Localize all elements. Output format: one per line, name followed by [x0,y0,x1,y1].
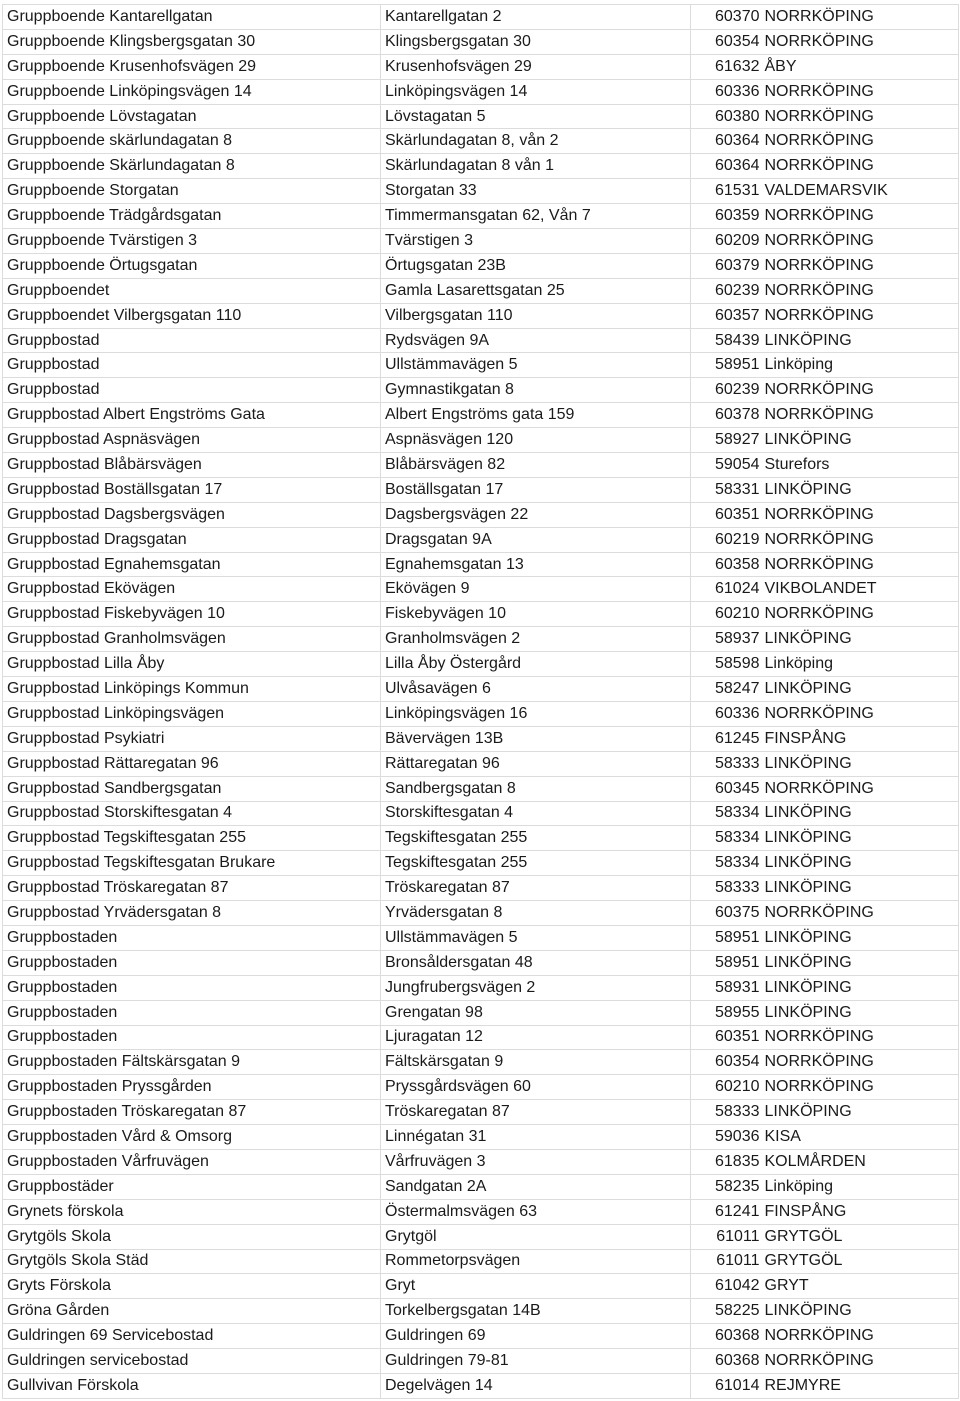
facility-name-cell: Gruppbostaden [3,1025,381,1050]
table-row [3,1249,959,1274]
postal-code-cell: 61042 [691,1274,763,1299]
postal-code-cell: 60370 [691,5,763,30]
address-table-body [3,5,959,1399]
table-row [3,1373,959,1398]
street-address-cell: Ulvåsavägen 6 [381,677,691,702]
street-address-cell: Jungfrubergsvägen 2 [381,975,691,1000]
facility-name-cell: Gruppboende Klingsbergsgatan 30 [3,29,381,54]
city-cell: GRYT [763,1274,959,1299]
street-address-cell: Gymnastikgatan 8 [381,378,691,403]
postal-code-cell: 60375 [691,901,763,926]
city-cell: FINSPÅNG [763,1199,959,1224]
city-cell: LINKÖPING [763,826,959,851]
postal-code-cell: 60239 [691,278,763,303]
street-address-cell: Gryt [381,1274,691,1299]
postal-code-cell: 60378 [691,403,763,428]
table-row [3,1299,959,1324]
city-cell: NORRKÖPING [763,204,959,229]
table-row [3,278,959,303]
address-listing [2,4,958,1399]
city-cell: KOLMÅRDEN [763,1149,959,1174]
table-row [3,1025,959,1050]
facility-name-cell: Gruppbostad Aspnäsvägen [3,428,381,453]
postal-code-cell: 58951 [691,353,763,378]
table-row [3,1224,959,1249]
street-address-cell: Linköpingsvägen 16 [381,701,691,726]
postal-code-cell: 61024 [691,577,763,602]
table-row [3,552,959,577]
table-row [3,1050,959,1075]
city-cell: Linköping [763,353,959,378]
city-cell: LINKÖPING [763,950,959,975]
facility-name-cell: Gruppboende Skärlundagatan 8 [3,154,381,179]
facility-name-cell: Gruppbostäder [3,1174,381,1199]
street-address-cell: Lövstagatan 5 [381,104,691,129]
table-row [3,751,959,776]
table-row [3,403,959,428]
city-cell: NORRKÖPING [763,1349,959,1374]
postal-code-cell: 58333 [691,1100,763,1125]
facility-name-cell: Gruppboende Örtugsgatan [3,253,381,278]
postal-code-cell: 60345 [691,776,763,801]
street-address-cell: Bävervägen 13B [381,726,691,751]
facility-name-cell: Gruppbostad Ekövägen [3,577,381,602]
city-cell: LINKÖPING [763,428,959,453]
street-address-cell: Fiskebyvägen 10 [381,602,691,627]
facility-name-cell: Gruppboende Storgatan [3,179,381,204]
facility-name-cell: Gruppbostad Sandbergsgatan [3,776,381,801]
facility-name-cell: Gröna Gården [3,1299,381,1324]
facility-name-cell: Gruppbostaden [3,925,381,950]
postal-code-cell: 60351 [691,1025,763,1050]
city-cell: LINKÖPING [763,677,959,702]
facility-name-cell: Gruppboendet [3,278,381,303]
facility-name-cell: Guldringen 69 Servicebostad [3,1324,381,1349]
facility-name-cell: Grytgöls Skola [3,1224,381,1249]
street-address-cell: Ullstämmavägen 5 [381,925,691,950]
table-row [3,229,959,254]
postal-code-cell: 58937 [691,627,763,652]
table-row [3,129,959,154]
postal-code-cell: 58334 [691,801,763,826]
facility-name-cell: Gruppbostaden [3,975,381,1000]
facility-name-cell: Gruppbostad Dragsgatan [3,527,381,552]
table-row [3,577,959,602]
postal-code-cell: 59036 [691,1125,763,1150]
postal-code-cell: 60354 [691,1050,763,1075]
street-address-cell: Storskiftesgatan 4 [381,801,691,826]
facility-name-cell: Gruppbostad Dagsbergsvägen [3,502,381,527]
facility-name-cell: Gruppbostad [3,353,381,378]
city-cell: NORRKÖPING [763,5,959,30]
city-cell: KISA [763,1125,959,1150]
postal-code-cell: 60380 [691,104,763,129]
postal-code-cell: 58333 [691,751,763,776]
city-cell: NORRKÖPING [763,1025,959,1050]
postal-code-cell: 60336 [691,701,763,726]
facility-name-cell: Gruppbostad Granholmsvägen [3,627,381,652]
table-row [3,253,959,278]
street-address-cell: Aspnäsvägen 120 [381,428,691,453]
city-cell: NORRKÖPING [763,552,959,577]
table-row [3,602,959,627]
address-table [2,4,959,1399]
table-row [3,428,959,453]
street-address-cell: Gamla Lasarettsgatan 25 [381,278,691,303]
table-row [3,1000,959,1025]
city-cell: REJMYRE [763,1373,959,1398]
postal-code-cell: 58955 [691,1000,763,1025]
city-cell: NORRKÖPING [763,378,959,403]
city-cell: NORRKÖPING [763,79,959,104]
postal-code-cell: 61241 [691,1199,763,1224]
facility-name-cell: Gryts Förskola [3,1274,381,1299]
postal-code-cell: 59054 [691,453,763,478]
street-address-cell: Guldringen 69 [381,1324,691,1349]
street-address-cell: Guldringen 79-81 [381,1349,691,1374]
table-row [3,726,959,751]
postal-code-cell: 60354 [691,29,763,54]
street-address-cell: Kantarellgatan 2 [381,5,691,30]
city-cell: NORRKÖPING [763,403,959,428]
facility-name-cell: Gruppbostaden Fältskärsgatan 9 [3,1050,381,1075]
street-address-cell: Boställsgatan 17 [381,477,691,502]
table-row [3,975,959,1000]
postal-code-cell: 60368 [691,1324,763,1349]
city-cell: LINKÖPING [763,328,959,353]
city-cell: Sturefors [763,453,959,478]
street-address-cell: Grytgöl [381,1224,691,1249]
table-row [3,1349,959,1374]
street-address-cell: Ljuragatan 12 [381,1025,691,1050]
facility-name-cell: Gruppbostad Rättaregatan 96 [3,751,381,776]
facility-name-cell: Gruppbostad Albert Engströms Gata [3,403,381,428]
postal-code-cell: 61014 [691,1373,763,1398]
street-address-cell: Klingsbergsgatan 30 [381,29,691,54]
street-address-cell: Skärlundagatan 8 vån 1 [381,154,691,179]
facility-name-cell: Gruppbostad Blåbärsvägen [3,453,381,478]
postal-code-cell: 60351 [691,502,763,527]
street-address-cell: Granholmsvägen 2 [381,627,691,652]
facility-name-cell: Grytgöls Skola Städ [3,1249,381,1274]
table-row [3,826,959,851]
table-row [3,54,959,79]
street-address-cell: Vilbergsgatan 110 [381,303,691,328]
postal-code-cell: 58334 [691,851,763,876]
postal-code-cell: 60219 [691,527,763,552]
table-row [3,477,959,502]
city-cell: LINKÖPING [763,1000,959,1025]
table-row [3,104,959,129]
table-row [3,453,959,478]
postal-code-cell: 58951 [691,950,763,975]
city-cell: GRYTGÖL [763,1224,959,1249]
facility-name-cell: Gruppbostaden [3,950,381,975]
table-row [3,353,959,378]
street-address-cell: Sandgatan 2A [381,1174,691,1199]
street-address-cell: Lilla Åby Östergård [381,652,691,677]
postal-code-cell: 61245 [691,726,763,751]
street-address-cell: Rydsvägen 9A [381,328,691,353]
facility-name-cell: Grynets förskola [3,1199,381,1224]
postal-code-cell: 60336 [691,79,763,104]
postal-code-cell: 60379 [691,253,763,278]
postal-code-cell: 61531 [691,179,763,204]
postal-code-cell: 60357 [691,303,763,328]
facility-name-cell: Gruppbostad Tegskiftesgatan 255 [3,826,381,851]
postal-code-cell: 58439 [691,328,763,353]
table-row [3,1274,959,1299]
street-address-cell: Grengatan 98 [381,1000,691,1025]
street-address-cell: Yrvädersgatan 8 [381,901,691,926]
postal-code-cell: 60364 [691,154,763,179]
facility-name-cell: Gruppboende Krusenhofsvägen 29 [3,54,381,79]
street-address-cell: Ullstämmavägen 5 [381,353,691,378]
postal-code-cell: 61632 [691,54,763,79]
table-row [3,950,959,975]
table-row [3,876,959,901]
postal-code-cell: 61011 [691,1224,763,1249]
postal-code-cell: 60209 [691,229,763,254]
city-cell: NORRKÖPING [763,1324,959,1349]
postal-code-cell: 58931 [691,975,763,1000]
postal-code-cell: 58331 [691,477,763,502]
facility-name-cell: Gruppboendet Vilbergsgatan 110 [3,303,381,328]
facility-name-cell: Gruppbostad [3,378,381,403]
postal-code-cell: 58333 [691,876,763,901]
city-cell: NORRKÖPING [763,253,959,278]
table-row [3,1100,959,1125]
city-cell: LINKÖPING [763,1100,959,1125]
facility-name-cell: Guldringen servicebostad [3,1349,381,1374]
facility-name-cell: Gruppbostad Tegskiftesgatan Brukare [3,851,381,876]
street-address-cell: Egnahemsgatan 13 [381,552,691,577]
facility-name-cell: Gruppbostaden Tröskaregatan 87 [3,1100,381,1125]
street-address-cell: Bronsåldersgatan 48 [381,950,691,975]
table-row [3,1324,959,1349]
city-cell: LINKÖPING [763,851,959,876]
street-address-cell: Rommetorpsvägen [381,1249,691,1274]
postal-code-cell: 58235 [691,1174,763,1199]
table-row [3,851,959,876]
city-cell: NORRKÖPING [763,502,959,527]
facility-name-cell: Gruppbostad Tröskaregatan 87 [3,876,381,901]
table-row [3,901,959,926]
street-address-cell: Tegskiftesgatan 255 [381,826,691,851]
postal-code-cell: 60239 [691,378,763,403]
street-address-cell: Blåbärsvägen 82 [381,453,691,478]
table-row [3,154,959,179]
city-cell: LINKÖPING [763,627,959,652]
table-row [3,1149,959,1174]
postal-code-cell: 58598 [691,652,763,677]
table-row [3,776,959,801]
table-row [3,179,959,204]
table-row [3,1199,959,1224]
postal-code-cell: 61011 [691,1249,763,1274]
city-cell: LINKÖPING [763,751,959,776]
street-address-cell: Torkelbergsgatan 14B [381,1299,691,1324]
city-cell: NORRKÖPING [763,901,959,926]
facility-name-cell: Gruppbostad Storskiftesgatan 4 [3,801,381,826]
table-row [3,79,959,104]
facility-name-cell: Gruppboende skärlundagatan 8 [3,129,381,154]
city-cell: NORRKÖPING [763,303,959,328]
street-address-cell: Örtugsgatan 23B [381,253,691,278]
postal-code-cell: 58927 [691,428,763,453]
facility-name-cell: Gullvivan Förskola [3,1373,381,1398]
table-row [3,627,959,652]
street-address-cell: Timmermansgatan 62, Vån 7 [381,204,691,229]
city-cell: NORRKÖPING [763,701,959,726]
postal-code-cell: 58225 [691,1299,763,1324]
facility-name-cell: Gruppbostad Lilla Åby [3,652,381,677]
facility-name-cell: Gruppbostaden Vård & Omsorg [3,1125,381,1150]
street-address-cell: Degelvägen 14 [381,1373,691,1398]
facility-name-cell: Gruppbostaden Pryssgården [3,1075,381,1100]
table-row [3,204,959,229]
postal-code-cell: 61835 [691,1149,763,1174]
facility-name-cell: Gruppbostaden Vårfruvägen [3,1149,381,1174]
street-address-cell: Dagsbergsvägen 22 [381,502,691,527]
city-cell: NORRKÖPING [763,154,959,179]
facility-name-cell: Gruppboende Lövstagatan [3,104,381,129]
facility-name-cell: Gruppbostad Boställsgatan 17 [3,477,381,502]
city-cell: LINKÖPING [763,876,959,901]
facility-name-cell: Gruppbostad Psykiatri [3,726,381,751]
street-address-cell: Vårfruvägen 3 [381,1149,691,1174]
city-cell: NORRKÖPING [763,527,959,552]
facility-name-cell: Gruppbostad Yrvädersgatan 8 [3,901,381,926]
street-address-cell: Linköpingsvägen 14 [381,79,691,104]
postal-code-cell: 60358 [691,552,763,577]
postal-code-cell: 60359 [691,204,763,229]
street-address-cell: Sandbergsgatan 8 [381,776,691,801]
street-address-cell: Tegskiftesgatan 255 [381,851,691,876]
facility-name-cell: Gruppboende Kantarellgatan [3,5,381,30]
city-cell: FINSPÅNG [763,726,959,751]
facility-name-cell: Gruppbostad Linköpings Kommun [3,677,381,702]
city-cell: NORRKÖPING [763,104,959,129]
postal-code-cell: 58247 [691,677,763,702]
street-address-cell: Krusenhofsvägen 29 [381,54,691,79]
city-cell: LINKÖPING [763,477,959,502]
city-cell: LINKÖPING [763,1299,959,1324]
street-address-cell: Tröskaregatan 87 [381,1100,691,1125]
table-row [3,5,959,30]
facility-name-cell: Gruppboende Tvärstigen 3 [3,229,381,254]
table-row [3,29,959,54]
facility-name-cell: Gruppboende Linköpingsvägen 14 [3,79,381,104]
city-cell: NORRKÖPING [763,278,959,303]
street-address-cell: Fältskärsgatan 9 [381,1050,691,1075]
city-cell: LINKÖPING [763,925,959,950]
city-cell: NORRKÖPING [763,602,959,627]
street-address-cell: Tvärstigen 3 [381,229,691,254]
postal-code-cell: 60210 [691,1075,763,1100]
city-cell: VALDEMARSVIK [763,179,959,204]
table-row [3,677,959,702]
table-row [3,1075,959,1100]
table-row [3,652,959,677]
street-address-cell: Tröskaregatan 87 [381,876,691,901]
table-row [3,303,959,328]
facility-name-cell: Gruppbostaden [3,1000,381,1025]
street-address-cell: Dragsgatan 9A [381,527,691,552]
table-row [3,502,959,527]
table-row [3,328,959,353]
street-address-cell: Rättaregatan 96 [381,751,691,776]
postal-code-cell: 60368 [691,1349,763,1374]
street-address-cell: Ekövägen 9 [381,577,691,602]
street-address-cell: Skärlundagatan 8, vån 2 [381,129,691,154]
city-cell: NORRKÖPING [763,229,959,254]
table-row [3,1125,959,1150]
city-cell: NORRKÖPING [763,29,959,54]
city-cell: VIKBOLANDET [763,577,959,602]
table-row [3,527,959,552]
table-row [3,378,959,403]
table-row [3,801,959,826]
city-cell: NORRKÖPING [763,1050,959,1075]
street-address-cell: Albert Engströms gata 159 [381,403,691,428]
facility-name-cell: Gruppbostad Fiskebyvägen 10 [3,602,381,627]
postal-code-cell: 58951 [691,925,763,950]
table-row [3,701,959,726]
city-cell: Linköping [763,1174,959,1199]
city-cell: LINKÖPING [763,975,959,1000]
street-address-cell: Pryssgårdsvägen 60 [381,1075,691,1100]
facility-name-cell: Gruppbostad Egnahemsgatan [3,552,381,577]
facility-name-cell: Gruppbostad [3,328,381,353]
city-cell: Linköping [763,652,959,677]
city-cell: NORRKÖPING [763,776,959,801]
facility-name-cell: Gruppboende Trädgårdsgatan [3,204,381,229]
postal-code-cell: 60210 [691,602,763,627]
street-address-cell: Östermalmsvägen 63 [381,1199,691,1224]
street-address-cell: Storgatan 33 [381,179,691,204]
table-row [3,925,959,950]
city-cell: NORRKÖPING [763,129,959,154]
table-row [3,1174,959,1199]
facility-name-cell: Gruppbostad Linköpingsvägen [3,701,381,726]
city-cell: LINKÖPING [763,801,959,826]
city-cell: GRYTGÖL [763,1249,959,1274]
street-address-cell: Linnégatan 31 [381,1125,691,1150]
city-cell: ÅBY [763,54,959,79]
postal-code-cell: 60364 [691,129,763,154]
postal-code-cell: 58334 [691,826,763,851]
city-cell: NORRKÖPING [763,1075,959,1100]
